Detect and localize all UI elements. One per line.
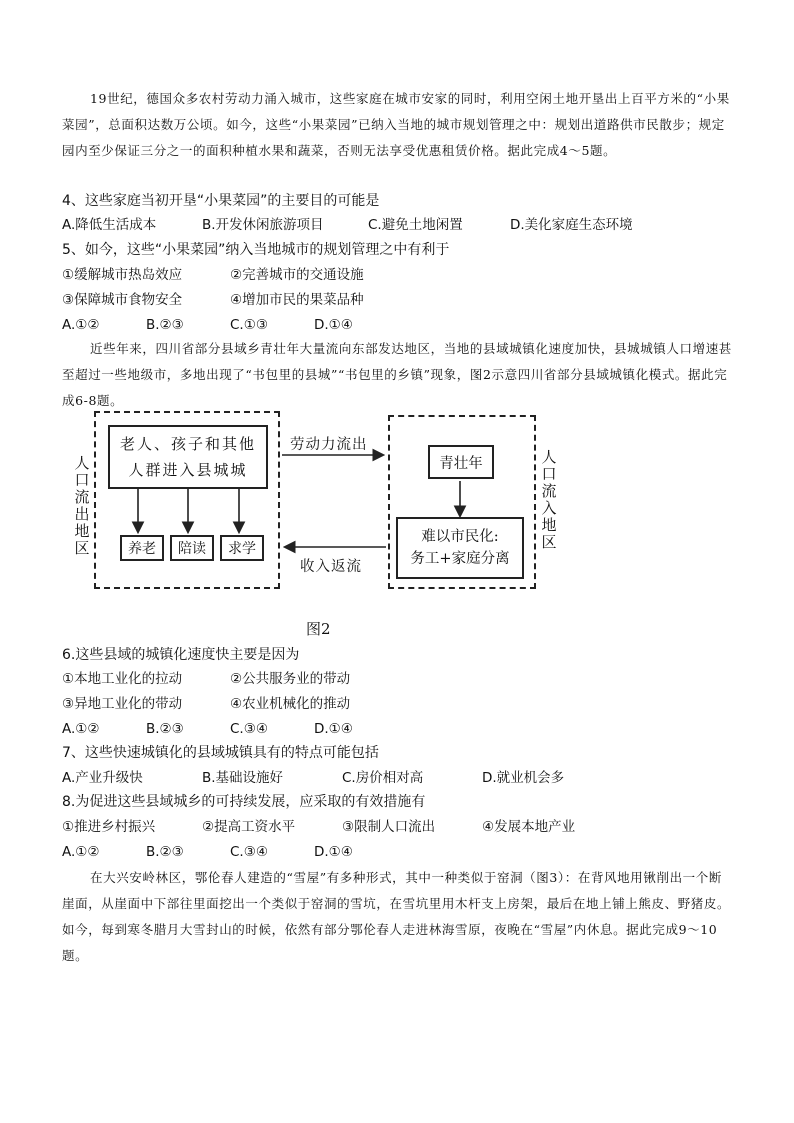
q6-item-1: ①本地工业化的拉动 (62, 671, 183, 687)
q7-option-c[interactable]: C.房价相对高 (342, 770, 424, 786)
q6-item-2: ②公共服务业的带动 (230, 671, 351, 687)
question-5-stem: 5、如今，这些“小果菜园”纳入当地城市的规划管理之中有利于 (62, 242, 450, 258)
q6-item-4: ④农业机械化的推动 (230, 696, 351, 712)
q8-item-1: ①推进乡村振兴 (62, 819, 156, 835)
figure-2-diagram (74, 411, 557, 607)
q8-option-a[interactable]: A.①② (62, 844, 100, 860)
young-adults-box (428, 445, 494, 479)
q5-option-b[interactable]: B.②③ (146, 317, 184, 333)
q8-item-2: ②提高工资水平 (202, 819, 296, 835)
q8-option-c[interactable]: C.③④ (230, 844, 268, 860)
q5-item-4: ④增加市民的果菜品种 (230, 292, 364, 308)
q7-option-b[interactable]: B.基础设施好 (202, 770, 284, 786)
question-8-stem: 8.为促进这些县域城乡的可持续发展，应采取的有效措施有 (62, 794, 426, 810)
q8-item-4: ④发展本地产业 (482, 819, 576, 835)
young-adults-text: 青壮年 (439, 455, 483, 472)
q5-option-a[interactable]: A.①② (62, 317, 100, 333)
question-7-stem: 7、这些快速城镇化的县域城镇具有的特点可能包括 (62, 745, 379, 761)
q8-option-b[interactable]: B.②③ (146, 844, 184, 860)
passage-2: 近些年来，四川省部分县域乡青壮年大量流向东部发达地区，当地的县域城镇化速度加快，县城城镇人口增速甚至超过一些地级市，多地出现了“书包里的县城”“书包里的乡镇”现象，图2示意四川省部分县域城镇化模式。据此完成6-8题。 (62, 341, 732, 408)
hard-to-urbanize-box (396, 517, 524, 579)
q8-option-d[interactable]: D.①④ (314, 844, 353, 860)
accompany-study-box (170, 535, 214, 561)
q5-option-c[interactable]: C.①③ (230, 317, 268, 333)
hard-to-urbanize-line2: 务工+家庭分离 (410, 551, 510, 567)
q8-item-3: ③限制人口流出 (342, 819, 436, 835)
question-6-stem: 6.这些县域的城镇化速度快主要是因为 (62, 647, 300, 663)
hard-to-urbanize-line1: 难以市民化: (421, 529, 499, 545)
q5-item-3: ③保障城市食物安全 (62, 292, 183, 308)
q6-item-3: ③异地工业化的带动 (62, 696, 183, 712)
q4-option-d[interactable]: D.美化家庭生态环境 (510, 217, 633, 233)
accompany-study-text: 陪读 (178, 541, 206, 557)
question-4-stem: 4、这些家庭当初开垦“小果菜园”的主要目的可能是 (62, 193, 380, 209)
passage-1: 19世纪，德国众多农村劳动力涌入城市，这些家庭在城市安家的同时，利用空闲土地开垦出上百平方米的“小果菜园”，总面积达数万公顷。如今，这些“小果菜园”已纳入当地的城市规划管理之中：规划出道路供市民散步；规定园内至少保证三分之一的面积种植水果和蔬菜，否则无法享受优惠租赁价格。据此完成4～5题。 (62, 91, 730, 158)
q5-item-1: ①缓解城市热岛效应 (62, 267, 183, 283)
q7-option-d[interactable]: D.就业机会多 (482, 770, 565, 786)
elderly-children-text: 老人、孩子和其他人群进入县城城 (119, 435, 256, 479)
q6-option-d[interactable]: D.①④ (314, 721, 353, 737)
income-return-label: 收入返流 (300, 559, 362, 575)
q7-option-a[interactable]: A.产业升级快 (62, 770, 143, 786)
passage-3: 在大兴安岭林区，鄂伦春人建造的“雪屋”有多种形式，其中一种类似于窑洞（图3）：在背风地用锹削出一个断崖面，从崖面中下部往里面挖出一个类似于窑洞的雪坑，在雪坑里用木杆支上房架，最后在地上铺上熊皮、野猪皮。如今，每到寒冬腊月大雪封山的时候，依然有部分鄂伦春人走进林海雪原，夜晚在“雪屋”内休息。据此完成9～10题。 (62, 870, 731, 963)
q6-option-a[interactable]: A.①② (62, 721, 100, 737)
inflow-region-label: 人口流入地区 (541, 448, 557, 551)
labour-outflow-label: 劳动力流出 (290, 437, 368, 453)
q4-option-a[interactable]: A.降低生活成本 (62, 217, 157, 233)
elderly-care-box (120, 535, 164, 561)
q5-item-2: ②完善城市的交通设施 (230, 267, 364, 283)
q6-option-c[interactable]: C.③④ (230, 721, 268, 737)
q4-option-b[interactable]: B.开发休闲旅游项目 (202, 217, 324, 233)
schooling-text: 求学 (228, 541, 256, 557)
figure-2-caption: 图2 (306, 620, 331, 638)
schooling-box (220, 535, 264, 561)
outflow-region-label: 人口流出地区 (74, 454, 90, 557)
q5-option-d[interactable]: D.①④ (314, 317, 353, 333)
elderly-care-text: 养老 (128, 541, 156, 557)
q6-option-b[interactable]: B.②③ (146, 721, 184, 737)
q4-option-c[interactable]: C.避免土地闲置 (368, 217, 463, 233)
